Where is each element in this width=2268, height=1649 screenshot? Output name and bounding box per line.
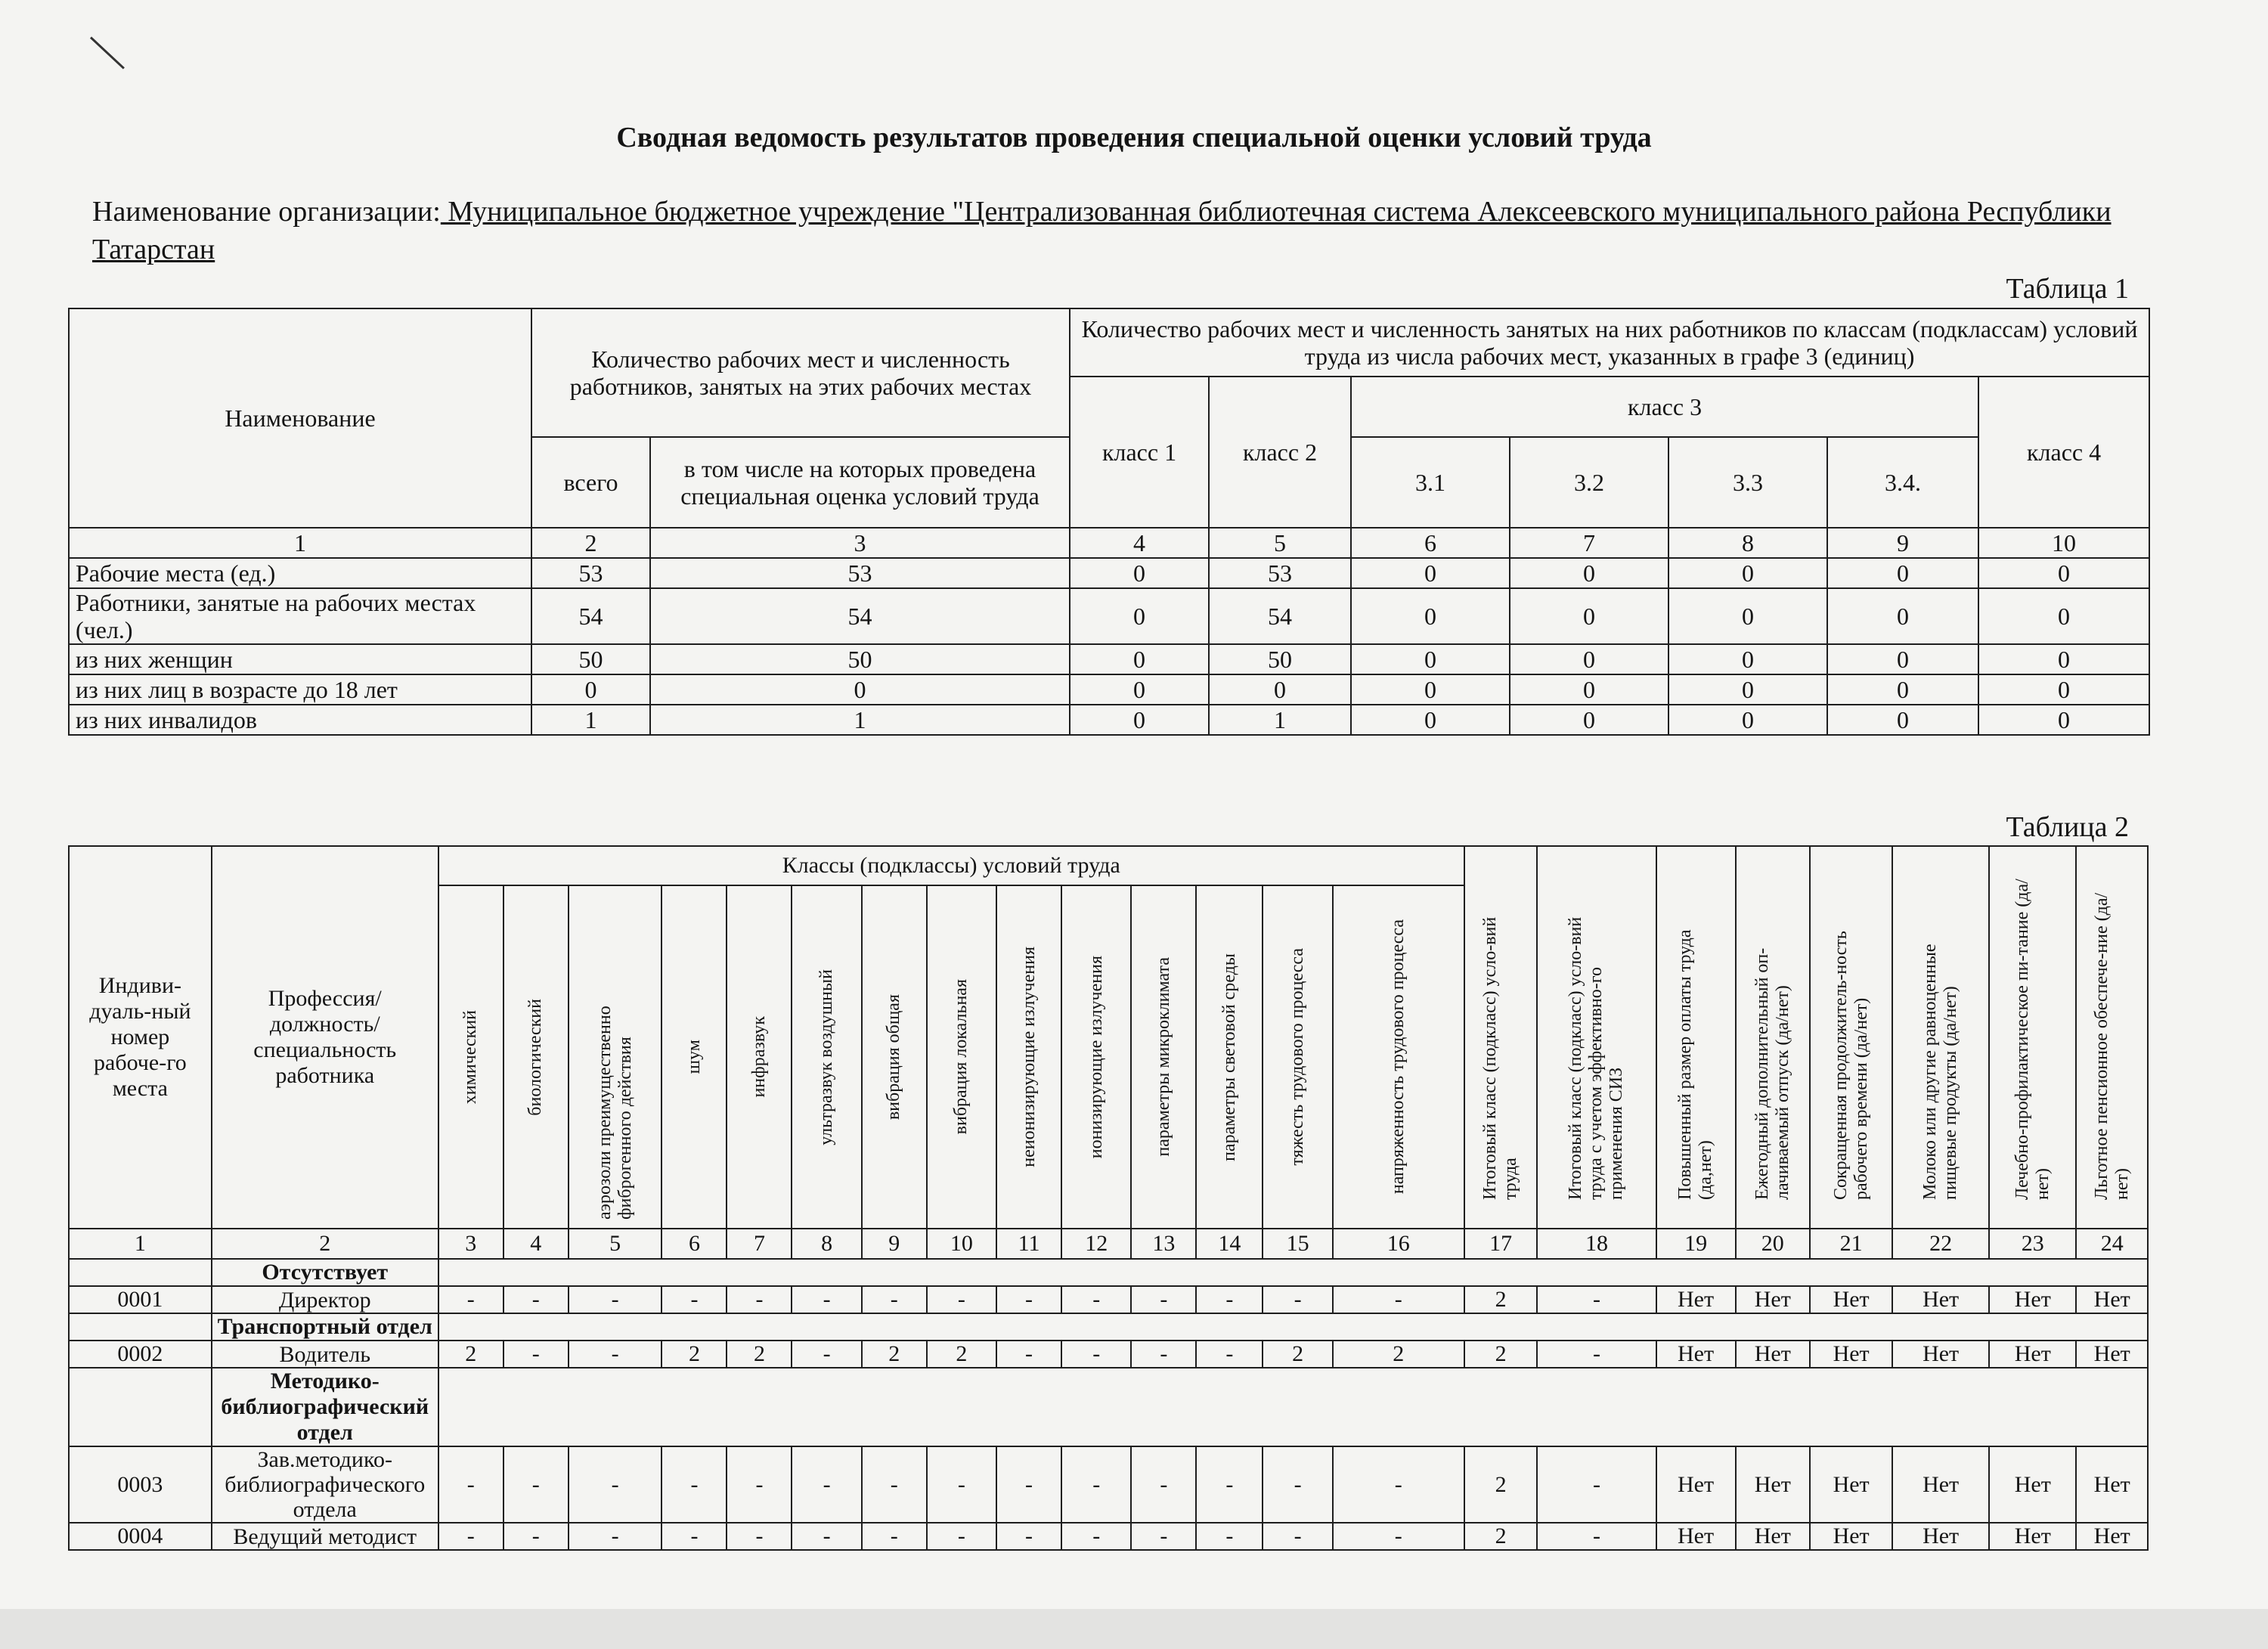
t1-cell: 0 bbox=[1351, 588, 1510, 644]
t2-cell: Нет bbox=[1656, 1341, 1736, 1368]
t2-factor-header-text: химический bbox=[460, 1009, 481, 1105]
t2-cell: - bbox=[1537, 1523, 1656, 1550]
t1-cell: 0 bbox=[1978, 558, 2149, 588]
t2-cell: - bbox=[1263, 1286, 1332, 1313]
t2-cell: - bbox=[1263, 1446, 1332, 1523]
t2-factor-header-text: тяжесть трудового процесса bbox=[1287, 948, 1308, 1166]
t1-cell: 53 bbox=[650, 558, 1070, 588]
t2-cell: 2 bbox=[1263, 1341, 1332, 1368]
t1-header-total: всего bbox=[531, 437, 650, 528]
t2-cell: - bbox=[1196, 1341, 1263, 1368]
t2-col-number: 17 bbox=[1464, 1229, 1537, 1259]
table2-caption: Таблица 2 bbox=[2006, 811, 2129, 843]
t2-cell: 2 bbox=[1464, 1341, 1537, 1368]
t2-cell: - bbox=[792, 1286, 861, 1313]
t1-header-3-1: 3.1 bbox=[1351, 437, 1510, 528]
t2-header-id: Индиви-дуаль-ный номер рабоче-го места bbox=[69, 846, 212, 1229]
t2-col-number: 14 bbox=[1196, 1229, 1263, 1259]
t2-col-number: 1 bbox=[69, 1229, 212, 1259]
t2-workplace-id: 0001 bbox=[69, 1286, 212, 1313]
t2-section-title: Методико-библиографический отдел bbox=[212, 1368, 438, 1446]
t1-col-number: 5 bbox=[1209, 528, 1351, 558]
t2-cell: - bbox=[1537, 1446, 1656, 1523]
t2-row bbox=[69, 1286, 2148, 1313]
t1-cell: 0 bbox=[531, 674, 650, 705]
t2-section-row bbox=[69, 1313, 2148, 1341]
t2-cell: - bbox=[662, 1446, 727, 1523]
t2-result-header bbox=[1464, 846, 1537, 1229]
t2-cell: Нет bbox=[2076, 1523, 2148, 1550]
t2-cell: Нет bbox=[1989, 1286, 2076, 1313]
t2-result-header bbox=[1989, 846, 2076, 1229]
t2-cell: Нет bbox=[1656, 1523, 1736, 1550]
t1-row bbox=[69, 588, 2149, 644]
t1-header-class1: класс 1 bbox=[1070, 377, 1209, 528]
t1-cell: 0 bbox=[1070, 674, 1209, 705]
t2-col-number: 6 bbox=[662, 1229, 727, 1259]
t1-col-number: 7 bbox=[1510, 528, 1668, 558]
t2-result-header bbox=[1892, 846, 1989, 1229]
t2-cell: - bbox=[727, 1523, 792, 1550]
t1-col-number: 1 bbox=[69, 528, 531, 558]
t2-cell: Нет bbox=[1892, 1341, 1989, 1368]
t1-header-name: Наименование bbox=[69, 308, 531, 528]
t1-header-class3: класс 3 bbox=[1351, 377, 1978, 437]
summary-table bbox=[68, 308, 2150, 736]
t2-cell: - bbox=[1196, 1286, 1263, 1313]
t2-cell: - bbox=[503, 1341, 569, 1368]
t2-job-title: Ведущий методист bbox=[212, 1523, 438, 1550]
t1-header-class2: класс 2 bbox=[1209, 377, 1351, 528]
t2-row bbox=[69, 1446, 2148, 1523]
t2-section-row bbox=[69, 1368, 2148, 1446]
t2-workplace-id: 0003 bbox=[69, 1446, 212, 1523]
t1-header-classes: Количество рабочих мест и численность занятых на них работников по классам (подклассам) условий труда из числа рабочих мест, указанных в графе 3 (единиц) bbox=[1070, 308, 2149, 377]
t2-factor-header bbox=[792, 885, 861, 1229]
t1-cell: 0 bbox=[1510, 644, 1668, 674]
t1-row-label: Работники, занятые на рабочих местах (чел.) bbox=[69, 588, 531, 644]
t1-cell: 0 bbox=[1668, 705, 1827, 735]
t2-cell: - bbox=[438, 1286, 503, 1313]
t1-cell: 1 bbox=[531, 705, 650, 735]
t2-cell: Нет bbox=[2076, 1446, 2148, 1523]
t2-cell: 2 bbox=[927, 1341, 996, 1368]
t2-factor-header-text: напряженность трудового процесса bbox=[1388, 919, 1408, 1195]
t1-cell: 0 bbox=[1827, 674, 1978, 705]
t2-section-row bbox=[69, 1259, 2148, 1286]
t2-cell: - bbox=[569, 1446, 662, 1523]
t2-section-title: Транспортный отдел bbox=[212, 1313, 438, 1341]
t1-col-number: 4 bbox=[1070, 528, 1209, 558]
t2-cell: Нет bbox=[1810, 1286, 1892, 1313]
t2-cell: - bbox=[1196, 1446, 1263, 1523]
t2-cell: Нет bbox=[2076, 1286, 2148, 1313]
t2-factor-header bbox=[662, 885, 727, 1229]
t2-cell: - bbox=[792, 1341, 861, 1368]
t2-cell: - bbox=[996, 1523, 1061, 1550]
t2-factor-header bbox=[1061, 885, 1131, 1229]
t2-section-filler bbox=[438, 1259, 2148, 1286]
t2-result-header-text: Лечебно-профилактическое пи-тание (да/нет) bbox=[2012, 879, 2053, 1200]
scan-bottom-edge bbox=[0, 1609, 2268, 1649]
t2-result-header bbox=[1537, 846, 1656, 1229]
t2-cell: 2 bbox=[662, 1341, 727, 1368]
t1-cell: 0 bbox=[1510, 674, 1668, 705]
t2-factor-header-text: параметры микроклимата bbox=[1153, 957, 1173, 1157]
t2-result-header-text: Повышенный размер оплаты труда (да,нет) bbox=[1675, 929, 1716, 1200]
t1-cell: 54 bbox=[1209, 588, 1351, 644]
t1-body bbox=[69, 558, 2149, 735]
t1-cell: 1 bbox=[1209, 705, 1351, 735]
t1-header-3-3: 3.3 bbox=[1668, 437, 1827, 528]
t2-factor-header bbox=[438, 885, 503, 1229]
t2-cell: - bbox=[1061, 1341, 1131, 1368]
t2-cell: Нет bbox=[1810, 1523, 1892, 1550]
t2-col-number: 5 bbox=[569, 1229, 662, 1259]
t1-col-number: 9 bbox=[1827, 528, 1978, 558]
t2-col-number: 15 bbox=[1263, 1229, 1332, 1259]
t2-cell: - bbox=[927, 1446, 996, 1523]
t2-job-title: Директор bbox=[212, 1286, 438, 1313]
t2-cell: Нет bbox=[1989, 1341, 2076, 1368]
t1-cell: 0 bbox=[1827, 644, 1978, 674]
t1-cell: 53 bbox=[531, 558, 650, 588]
t1-cell: 0 bbox=[1351, 558, 1510, 588]
t2-factor-header-text: инфразвук bbox=[748, 1016, 769, 1098]
t2-cell: - bbox=[438, 1446, 503, 1523]
t2-cell: - bbox=[503, 1523, 569, 1550]
t2-factor-header-text: неионизирующие излучения bbox=[1018, 947, 1039, 1167]
t2-result-header-text: Молоко или другие равноценные пищевые продукты (да/нет) bbox=[1920, 944, 1961, 1200]
t2-section-blank bbox=[69, 1368, 212, 1446]
t2-cell: Нет bbox=[1892, 1523, 1989, 1550]
t1-cell: 0 bbox=[1978, 644, 2149, 674]
t1-col-number: 6 bbox=[1351, 528, 1510, 558]
t2-cell: - bbox=[438, 1523, 503, 1550]
t1-cell: 53 bbox=[1209, 558, 1351, 588]
t2-factor-header bbox=[727, 885, 792, 1229]
t2-cell: - bbox=[1061, 1523, 1131, 1550]
t1-cell: 54 bbox=[531, 588, 650, 644]
t1-cell: 50 bbox=[1209, 644, 1351, 674]
t1-cell: 0 bbox=[1510, 558, 1668, 588]
t1-header-assessed: в том числе на которых проведена специальная оценка условий труда bbox=[650, 437, 1070, 528]
t2-cell: - bbox=[996, 1446, 1061, 1523]
t2-cell: - bbox=[927, 1523, 996, 1550]
t1-cell: 0 bbox=[1351, 705, 1510, 735]
t1-cell: 0 bbox=[1510, 705, 1668, 735]
t1-column-numbers bbox=[69, 528, 2149, 558]
t1-col-number: 10 bbox=[1978, 528, 2149, 558]
t2-col-number: 9 bbox=[862, 1229, 927, 1259]
t2-cell: - bbox=[1333, 1523, 1464, 1550]
t1-cell: 50 bbox=[531, 644, 650, 674]
t2-factor-header bbox=[1333, 885, 1464, 1229]
t2-column-numbers bbox=[69, 1229, 2148, 1259]
t2-cell: 2 bbox=[438, 1341, 503, 1368]
t2-col-number: 3 bbox=[438, 1229, 503, 1259]
t1-cell: 0 bbox=[1351, 674, 1510, 705]
t2-factor-header bbox=[996, 885, 1061, 1229]
t1-cell: 0 bbox=[1209, 674, 1351, 705]
t2-section-filler bbox=[438, 1368, 2148, 1446]
t2-factor-header bbox=[1196, 885, 1263, 1229]
t2-cell: Нет bbox=[1989, 1446, 2076, 1523]
t2-cell: - bbox=[503, 1286, 569, 1313]
t2-cell: - bbox=[727, 1446, 792, 1523]
t2-cell: - bbox=[662, 1523, 727, 1550]
t2-result-header bbox=[1656, 846, 1736, 1229]
table1-caption: Таблица 1 bbox=[2006, 273, 2129, 305]
t2-job-title: Зав.методико-библиографического отдела bbox=[212, 1446, 438, 1523]
t2-cell: Нет bbox=[1736, 1523, 1811, 1550]
t1-row-label: из них инвалидов bbox=[69, 705, 531, 735]
organization-line bbox=[92, 193, 2118, 268]
t1-cell: 0 bbox=[1827, 705, 1978, 735]
t2-cell: - bbox=[862, 1286, 927, 1313]
t2-factor-header bbox=[927, 885, 996, 1229]
t2-cell: 2 bbox=[1333, 1341, 1464, 1368]
t2-cell: - bbox=[1333, 1286, 1464, 1313]
t2-cell: Нет bbox=[1736, 1446, 1811, 1523]
t1-row bbox=[69, 644, 2149, 674]
t2-cell: - bbox=[1061, 1446, 1131, 1523]
t2-cell: - bbox=[1131, 1341, 1196, 1368]
t1-cell: 1 bbox=[650, 705, 1070, 735]
t2-cell: - bbox=[1537, 1341, 1656, 1368]
t2-cell: - bbox=[727, 1286, 792, 1313]
t1-cell: 0 bbox=[1070, 588, 1209, 644]
t2-cell: - bbox=[1131, 1523, 1196, 1550]
t1-cell: 0 bbox=[1070, 558, 1209, 588]
t2-cell: Нет bbox=[1892, 1286, 1989, 1313]
t2-result-header-text: Сокращенная продолжитель-ность рабочего времени (да/нет) bbox=[1830, 931, 1871, 1200]
t2-cell: - bbox=[996, 1341, 1061, 1368]
t2-cell: 2 bbox=[1464, 1286, 1537, 1313]
t2-result-header bbox=[1810, 846, 1892, 1229]
t1-cell: 0 bbox=[1668, 588, 1827, 644]
t2-cell: - bbox=[1196, 1523, 1263, 1550]
t2-cell: Нет bbox=[2076, 1341, 2148, 1368]
t1-row-label: из них лиц в возрасте до 18 лет bbox=[69, 674, 531, 705]
t2-cell: Нет bbox=[1656, 1446, 1736, 1523]
t2-cell: 2 bbox=[1464, 1523, 1537, 1550]
t2-job-title: Водитель bbox=[212, 1341, 438, 1368]
t2-section-blank bbox=[69, 1313, 212, 1341]
t1-cell: 0 bbox=[1827, 588, 1978, 644]
t2-workplace-id: 0002 bbox=[69, 1341, 212, 1368]
t1-cell: 54 bbox=[650, 588, 1070, 644]
t2-factor-header-text: ультразвук воздушный bbox=[816, 969, 837, 1145]
t2-body bbox=[69, 1259, 2148, 1550]
t2-cell: - bbox=[927, 1286, 996, 1313]
t2-cell: 2 bbox=[1464, 1446, 1537, 1523]
t2-col-number: 4 bbox=[503, 1229, 569, 1259]
organization-value: Муниципальное бюджетное учреждение "Централизованная библиотечная система Алексеевского муниципального района Республики Татарстан bbox=[92, 196, 2112, 265]
t2-cell: Нет bbox=[1892, 1446, 1989, 1523]
t1-col-number: 3 bbox=[650, 528, 1070, 558]
t2-cell: - bbox=[662, 1286, 727, 1313]
t1-cell: 0 bbox=[1978, 674, 2149, 705]
t2-col-number: 7 bbox=[727, 1229, 792, 1259]
t2-col-number: 13 bbox=[1131, 1229, 1196, 1259]
t1-row bbox=[69, 705, 2149, 735]
t2-result-header-text: Итоговый класс (подкласс) усло-вий труда bbox=[1480, 916, 1521, 1200]
t2-factor-header bbox=[1263, 885, 1332, 1229]
t1-cell: 0 bbox=[1827, 558, 1978, 588]
t2-col-number: 11 bbox=[996, 1229, 1061, 1259]
t2-result-header bbox=[1736, 846, 1811, 1229]
t2-col-number: 22 bbox=[1892, 1229, 1989, 1259]
t2-cell: - bbox=[792, 1523, 861, 1550]
t1-header-3-2: 3.2 bbox=[1510, 437, 1668, 528]
t2-cell: Нет bbox=[1989, 1523, 2076, 1550]
t1-row bbox=[69, 558, 2149, 588]
t2-cell: - bbox=[862, 1446, 927, 1523]
t2-cell: - bbox=[1131, 1286, 1196, 1313]
t1-cell: 0 bbox=[1070, 644, 1209, 674]
t2-cell: - bbox=[1537, 1286, 1656, 1313]
t2-cell: - bbox=[1263, 1523, 1332, 1550]
t2-factor-header bbox=[569, 885, 662, 1229]
t2-cell: - bbox=[862, 1523, 927, 1550]
t2-cell: - bbox=[996, 1286, 1061, 1313]
workplace-classes-table bbox=[68, 845, 2149, 1551]
t2-cell: - bbox=[569, 1341, 662, 1368]
t1-cell: 0 bbox=[1351, 644, 1510, 674]
t2-cell: Нет bbox=[1736, 1286, 1811, 1313]
t2-cell: 2 bbox=[862, 1341, 927, 1368]
t2-cell: Нет bbox=[1656, 1286, 1736, 1313]
t2-row bbox=[69, 1523, 2148, 1550]
t2-result-header-text: Ежегодный дополнительный оп-лачиваемый отпуск (да/нет) bbox=[1752, 947, 1792, 1200]
t1-header-class4: класс 4 bbox=[1978, 377, 2149, 528]
t2-col-number: 10 bbox=[927, 1229, 996, 1259]
t1-row-label: из них женщин bbox=[69, 644, 531, 674]
t1-col-number: 2 bbox=[531, 528, 650, 558]
scan-artifact-mark bbox=[90, 36, 125, 69]
t2-section-blank bbox=[69, 1259, 212, 1286]
organization-label: Наименование организации: bbox=[92, 196, 441, 228]
t2-cell: Нет bbox=[1810, 1446, 1892, 1523]
t1-cell: 0 bbox=[1668, 644, 1827, 674]
t1-header-3-4: 3.4. bbox=[1827, 437, 1978, 528]
t1-cell: 0 bbox=[1510, 588, 1668, 644]
t2-col-number: 20 bbox=[1736, 1229, 1811, 1259]
t2-col-number: 2 bbox=[212, 1229, 438, 1259]
t2-col-number: 8 bbox=[792, 1229, 861, 1259]
t2-section-title: Отсутствует bbox=[212, 1259, 438, 1286]
t2-col-number: 18 bbox=[1537, 1229, 1656, 1259]
t2-factor-header bbox=[503, 885, 569, 1229]
t2-result-header bbox=[2076, 846, 2148, 1229]
t2-col-number: 23 bbox=[1989, 1229, 2076, 1259]
t2-factor-header-text: аэрозоли преимущественно фиброгенного действия bbox=[594, 1006, 635, 1220]
t2-cell: - bbox=[569, 1523, 662, 1550]
t2-col-number: 21 bbox=[1810, 1229, 1892, 1259]
t2-col-number: 19 bbox=[1656, 1229, 1736, 1259]
t1-cell: 50 bbox=[650, 644, 1070, 674]
t2-factor-header-text: вибрация общая bbox=[884, 993, 904, 1121]
t2-cell: 2 bbox=[727, 1341, 792, 1368]
t1-cell: 0 bbox=[1070, 705, 1209, 735]
t2-result-header-text: Итоговый класс (подкласс) усло-вий труда с учетом эффективно-го применения СИЗ bbox=[1566, 916, 1627, 1200]
t2-cell: Нет bbox=[1736, 1341, 1811, 1368]
t1-row bbox=[69, 674, 2149, 705]
t1-col-number: 8 bbox=[1668, 528, 1827, 558]
t2-col-number: 16 bbox=[1333, 1229, 1464, 1259]
t2-result-header-text: Льготное пенсионное обеспече-ние (да/нет) bbox=[2091, 892, 2132, 1200]
t2-factor-header-text: биологический bbox=[525, 998, 546, 1116]
t1-cell: 0 bbox=[1668, 674, 1827, 705]
t1-cell: 0 bbox=[1978, 588, 2149, 644]
t2-cell: Нет bbox=[1810, 1341, 1892, 1368]
t2-factor-header-text: шум bbox=[683, 1040, 704, 1074]
t2-section-filler bbox=[438, 1313, 2148, 1341]
t1-row-label: Рабочие места (ед.) bbox=[69, 558, 531, 588]
t2-row bbox=[69, 1341, 2148, 1368]
t2-workplace-id: 0004 bbox=[69, 1523, 212, 1550]
t2-col-number: 24 bbox=[2076, 1229, 2148, 1259]
t2-factor-header-text: параметры световой среды bbox=[1219, 953, 1239, 1161]
t2-cell: - bbox=[569, 1286, 662, 1313]
t2-header-profession: Профессия/ должность/ специальность работника bbox=[212, 846, 438, 1229]
t2-factor-header bbox=[1131, 885, 1196, 1229]
t2-cell: - bbox=[1061, 1286, 1131, 1313]
t2-factor-header-text: ионизирующие излучения bbox=[1086, 955, 1106, 1159]
t2-factor-header-text: вибрация локальная bbox=[951, 979, 971, 1135]
t2-cell: - bbox=[792, 1446, 861, 1523]
t2-header-classes: Классы (подклассы) условий труда bbox=[438, 846, 1464, 885]
t1-cell: 0 bbox=[1668, 558, 1827, 588]
document-title: Сводная ведомость результатов проведения специальной оценки условий труда bbox=[616, 122, 1652, 153]
t2-cell: - bbox=[1333, 1446, 1464, 1523]
t2-col-number: 12 bbox=[1061, 1229, 1131, 1259]
t1-cell: 0 bbox=[650, 674, 1070, 705]
t1-cell: 0 bbox=[1978, 705, 2149, 735]
t2-cell: - bbox=[503, 1446, 569, 1523]
t2-cell: - bbox=[1131, 1446, 1196, 1523]
t1-header-count: Количество рабочих мест и численность работников, занятых на этих рабочих местах bbox=[531, 308, 1070, 437]
t2-factor-header bbox=[862, 885, 927, 1229]
